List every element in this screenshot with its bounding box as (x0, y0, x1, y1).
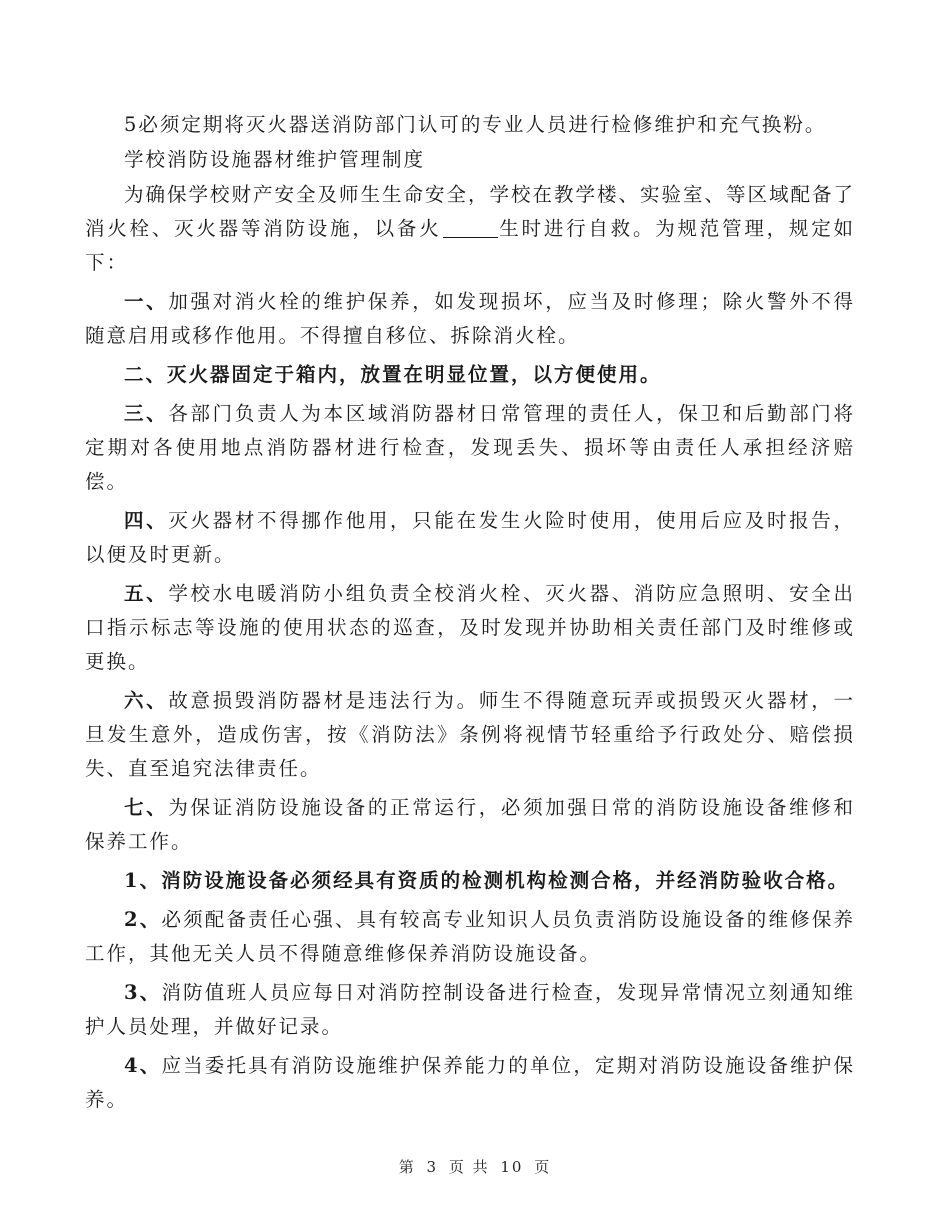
item-3-text: 各部门负责人为本区域消防器材日常管理的责任人，保卫和后勤部门将定期对各使用地点消防器材进行检查，发现丢失、损坏等由责任人承担经济赔偿。 (85, 402, 855, 493)
paragraph-subitem-2 (85, 903, 855, 971)
item-6-number: 六、 (124, 689, 169, 712)
paragraph-item-5 (85, 577, 855, 679)
footer-prefix: 第 (398, 1158, 416, 1176)
paragraph-subitem-4 (85, 1049, 855, 1117)
item-5-number: 五、 (124, 582, 169, 605)
paragraph-1: 5必须定期将灭火器送消防部门认可的专业人员进行检修维护和充气换粉。 (124, 113, 827, 136)
subitem-3-text: 消防值班人员应每日对消防控制设备进行检查，发现异常情况立刻通知维护人员处理，并做好记录。 (85, 981, 855, 1038)
fill-blank (443, 217, 498, 238)
item-1-number: 一、 (124, 290, 169, 313)
paragraph-subitem-3 (85, 976, 855, 1044)
intro-text-a: 为确保学校财产安全及师生生命安全，学校在教学楼、实验室、等区域配备了消火栓、灭火器等消防设施，以备火 (85, 183, 856, 240)
item-6-text: 故意损毁消防器材是违法行为。师生不得随意玩弄或损毁灭火器材，一旦发生意外，造成伤害，按《消防法》条例将视情节轻重给予行政处分、赔偿损失、直至追究法律责任。 (85, 689, 855, 780)
paragraph-item-4 (85, 504, 855, 572)
paragraph-subitem-1: 1、消防设施设备必须经具有资质的检测机构检测合格，并经消防验收合格。 (124, 869, 850, 892)
paragraph-intro (85, 178, 855, 280)
item-4-text: 灭火器材不得挪作他用，只能在发生火险时使用，使用后应及时报告，以便及时更新。 (85, 509, 855, 566)
document-body (85, 108, 855, 1122)
section-title: 学校消防设施器材维护管理制度 (124, 148, 426, 171)
item-7-number: 七、 (124, 796, 169, 819)
footer-total-pages: 10 (500, 1158, 524, 1176)
paragraph-item-7 (85, 791, 855, 859)
paragraph-item-6 (85, 684, 855, 786)
footer-suffix: 页 (534, 1158, 552, 1176)
item-5-text: 学校水电暖消防小组负责全校消火栓、灭火器、消防应急照明、安全出口指示标志等设施的使用状态的巡查，及时发现并协助相关责任部门及时维修或更换。 (85, 582, 855, 673)
subitem-3-number: 3、 (124, 981, 162, 1004)
item-3-number: 三、 (124, 402, 169, 425)
paragraph-item-1 (85, 285, 855, 353)
item-7-text: 为保证消防设施设备的正常运行，必须加强日常的消防设施设备维修和保养工作。 (85, 796, 855, 853)
item-4-number: 四、 (124, 509, 169, 532)
subitem-2-text: 必须配备责任心强、具有较高专业知识人员负责消防设施设备的维修保养工作，其他无关人员不得随意维修保养消防设施设备。 (85, 908, 855, 965)
footer-middle: 页 共 (448, 1158, 490, 1176)
paragraph-item-3 (85, 397, 855, 499)
paragraph-item-2: 二、灭火器固定于箱内，放置在明显位置，以方便使用。 (124, 363, 662, 386)
subitem-4-number: 4、 (124, 1054, 162, 1077)
intro-text-b: 生时进行自救。为规范管理，规定如下： (85, 217, 855, 274)
page-footer (0, 1156, 950, 1177)
item-1-text: 加强对消火栓的维护保养，如发现损坏，应当及时修理；除火警外不得随意启用或移作他用。不得擅自移位、拆除消火栓。 (85, 290, 855, 347)
subitem-4-text: 应当委托具有消防设施维护保养能力的单位，定期对消防设施设备维护保养。 (85, 1054, 855, 1111)
subitem-2-number: 2、 (124, 908, 162, 931)
footer-page-number: 3 (426, 1158, 439, 1176)
